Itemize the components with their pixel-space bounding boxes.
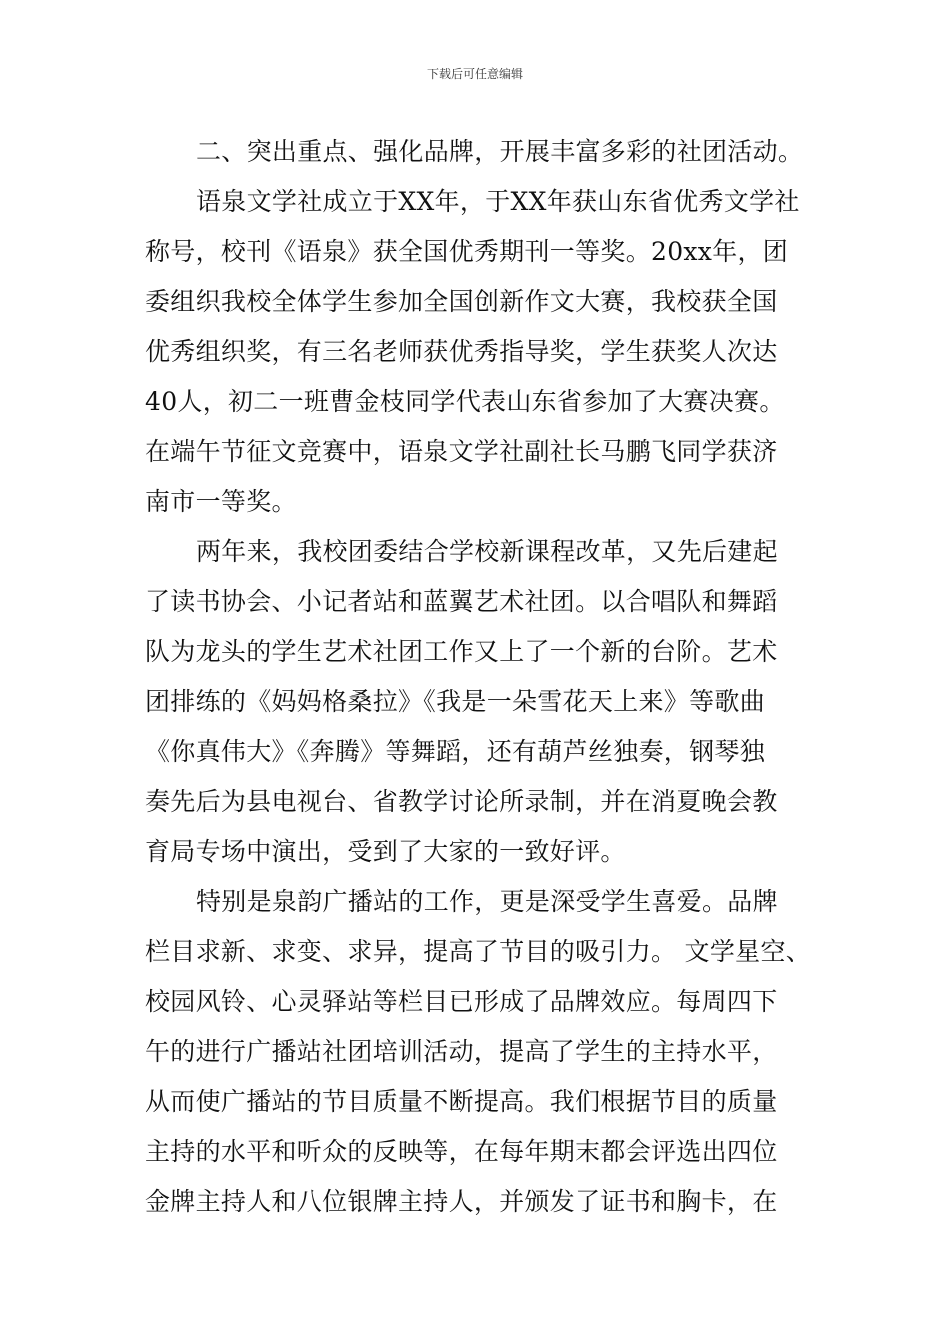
text-line: 奏先后为县电视台、省教学讨论所录制，并在消夏晚会教 [145,787,778,816]
text-line: 主持的水平和听众的反映等，在每年期末都会评选出四位 [145,1137,778,1166]
text-line: 育局专场中演出，受到了大家的一致好评。 [145,837,626,866]
page-header-note: 下载后可任意编辑 [426,67,523,81]
text-line: 40人，初二一班曹金枝同学代表山东省参加了大赛决赛。 [145,387,785,416]
text-line: 队为龙头的学生艺术社团工作又上了一个新的台阶。艺术 [145,637,778,666]
document-body [145,127,812,1227]
section-heading: 二、突出重点、强化品牌，开展丰富多彩的社团活动。 [196,137,804,166]
text-line: 在端午节征文竞赛中，语泉文学社副社长马鹏飞同学获济 [145,437,778,466]
text-line: 栏目求新、求变、求异，提高了节目的吸引力。 文学星空、 [145,937,812,966]
text-line: 特别是泉韵广播站的工作，更是深受学生喜爱。品牌 [196,887,778,916]
text-line: 了读书协会、小记者站和蓝翼艺术社团。以合唱队和舞蹈 [145,587,778,616]
text-line: 委组织我校全体学生参加全国创新作文大赛，我校获全国 [145,287,778,316]
text-line: 团排练的《妈妈格桑拉》《我是一朵雪花天上来》等歌曲 [145,687,766,716]
text-line: 从而使广播站的节目质量不断提高。我们根据节目的质量 [145,1087,778,1116]
text-line: 金牌主持人和八位银牌主持人，并颁发了证书和胸卡，在 [145,1187,778,1216]
text-line: 《你真伟大》《奔腾》等舞蹈，还有葫芦丝独奏，钢琴独 [145,737,766,766]
text-line: 南市一等奖。 [145,487,297,516]
text-line: 称号，校刊《语泉》获全国优秀期刊一等奖。20xx年，团 [145,237,789,266]
text-line: 语泉文学社成立于XX年，于XX年获山东省优秀文学社 [196,187,800,216]
text-line: 两年来，我校团委结合学校新课程改革，又先后建起 [196,537,778,566]
text-line: 优秀组织奖，有三名老师获优秀指导奖，学生获奖人次达 [145,337,778,366]
text-line: 校园风铃、心灵驿站等栏目已形成了品牌效应。每周四下 [145,987,778,1016]
text-line: 午的进行广播站社团培训活动，提高了学生的主持水平， [145,1037,778,1066]
